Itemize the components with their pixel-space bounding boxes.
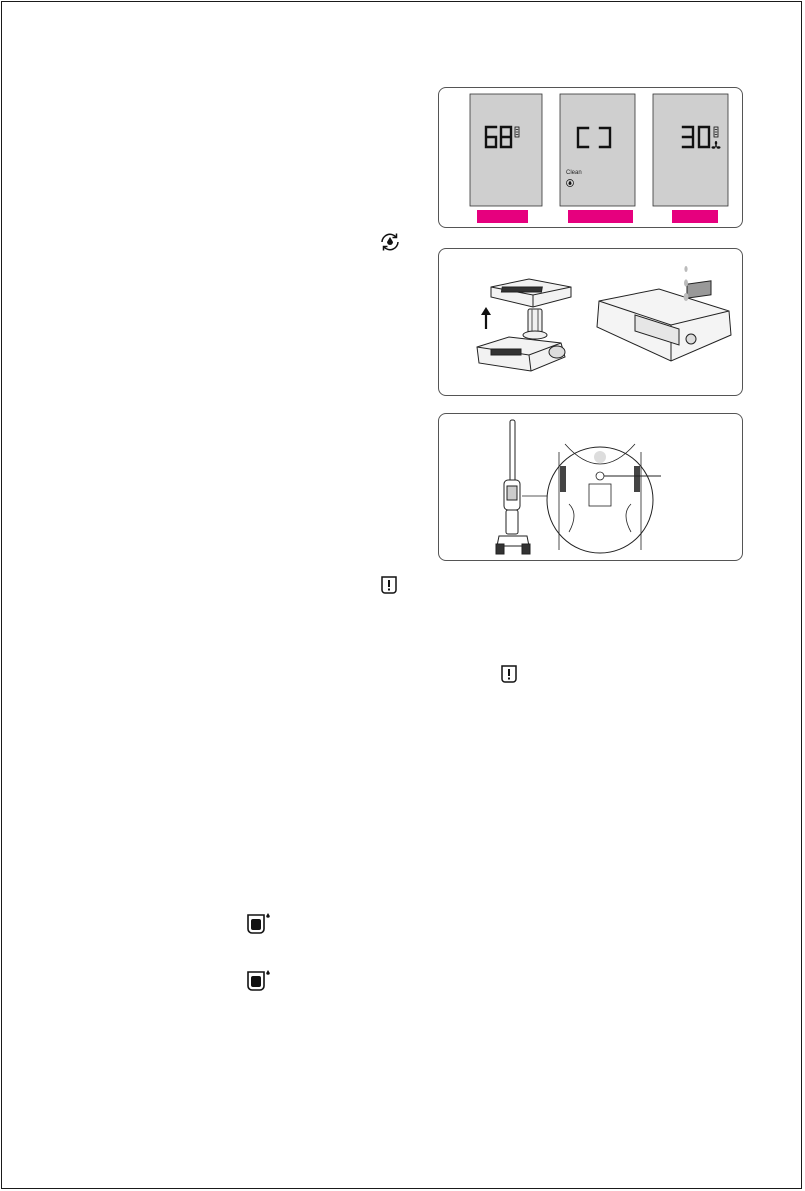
water-tank-icon <box>246 912 272 936</box>
warning-exclamation-icon <box>380 575 398 595</box>
display-modes-panel <box>438 87 743 228</box>
display-modes-illustration <box>439 88 743 228</box>
magnified-view <box>547 444 653 553</box>
water-tank-icon <box>246 969 272 993</box>
arrow-up-icon <box>481 307 491 329</box>
lcd-display-1 <box>470 94 542 223</box>
filter-cylinder <box>523 309 547 339</box>
lcd-display-3 <box>653 94 728 223</box>
filter-removal-illustration <box>439 249 743 396</box>
warning-exclamation-icon <box>500 664 518 684</box>
sensor-location-illustration <box>439 414 743 561</box>
svg-text:Clean: Clean <box>566 170 582 176</box>
water-drops <box>684 266 689 301</box>
filter-housing <box>597 281 731 361</box>
filter-lid <box>491 279 571 307</box>
vacuum-cleaner <box>496 420 530 554</box>
filter-removal-panel <box>438 248 743 396</box>
filter-base <box>477 337 565 371</box>
lcd-display-2 <box>560 94 635 223</box>
sensor-location-panel <box>438 413 743 561</box>
self-clean-drop-icon <box>378 230 402 254</box>
